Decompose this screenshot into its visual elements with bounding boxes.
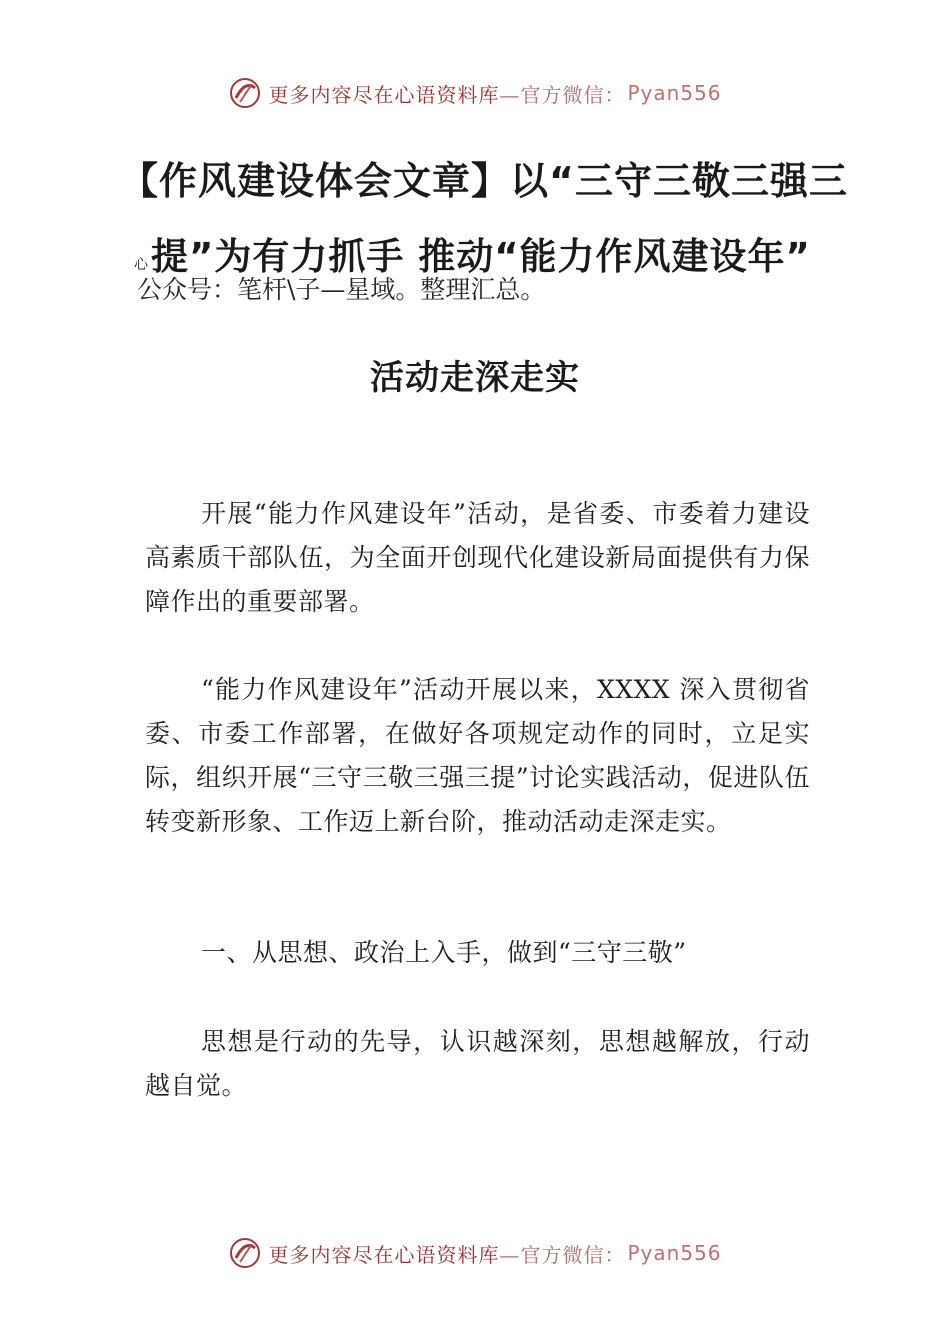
- watermark-wechat-label: —官方微信：: [499, 82, 626, 107]
- section-heading: 一、从思想、政治上入手，做到“三守三敬”: [201, 938, 687, 967]
- title-small-glyph: 心: [134, 257, 149, 273]
- brand-logo-icon: [228, 76, 262, 110]
- watermark-wechat-id: Pyan556: [627, 1241, 722, 1265]
- watermark-main-text: 更多内容尽在心语资料库: [268, 82, 500, 107]
- paragraph: “能力作风建设年”活动开展以来，XXXX 深入贯彻省委、市委工作部署，在做好各项规定动作的同时，立足实际，组织开展“三守三敬三强三提”讨论实践活动，促进队伍转变新形象、工作迈上新台阶，推动活动走深走实。: [145, 675, 810, 836]
- watermark-footer: [0, 1233, 950, 1273]
- paragraph: 思想是行动的先导，认识越深刻，思想越解放，行动越自觉。: [145, 1027, 810, 1100]
- watermark-header: [0, 73, 950, 113]
- document-title-line1: 【作风建设体会文章】以“三守三敬三强三: [120, 159, 848, 203]
- document-subtitle: 活动走深走实: [370, 358, 580, 398]
- watermark-main-text: 更多内容尽在心语资料库: [268, 1242, 500, 1267]
- brand-logo-icon: [228, 1236, 262, 1270]
- watermark-wechat-label: —官方微信：: [499, 1242, 626, 1267]
- paragraph: 开展“能力作风建设年”活动，是省委、市委着力建设高素质干部队伍，为全面开创现代化建设新局面提供有力保障作出的重要部署。: [145, 499, 810, 616]
- watermark-wechat-id: Pyan556: [627, 81, 722, 105]
- source-line: 公众号：笔杆\子—星域。整理汇总。: [137, 275, 546, 304]
- title-line2-text: 提”为有力抓手 推动“能力作风建设年”: [151, 235, 811, 278]
